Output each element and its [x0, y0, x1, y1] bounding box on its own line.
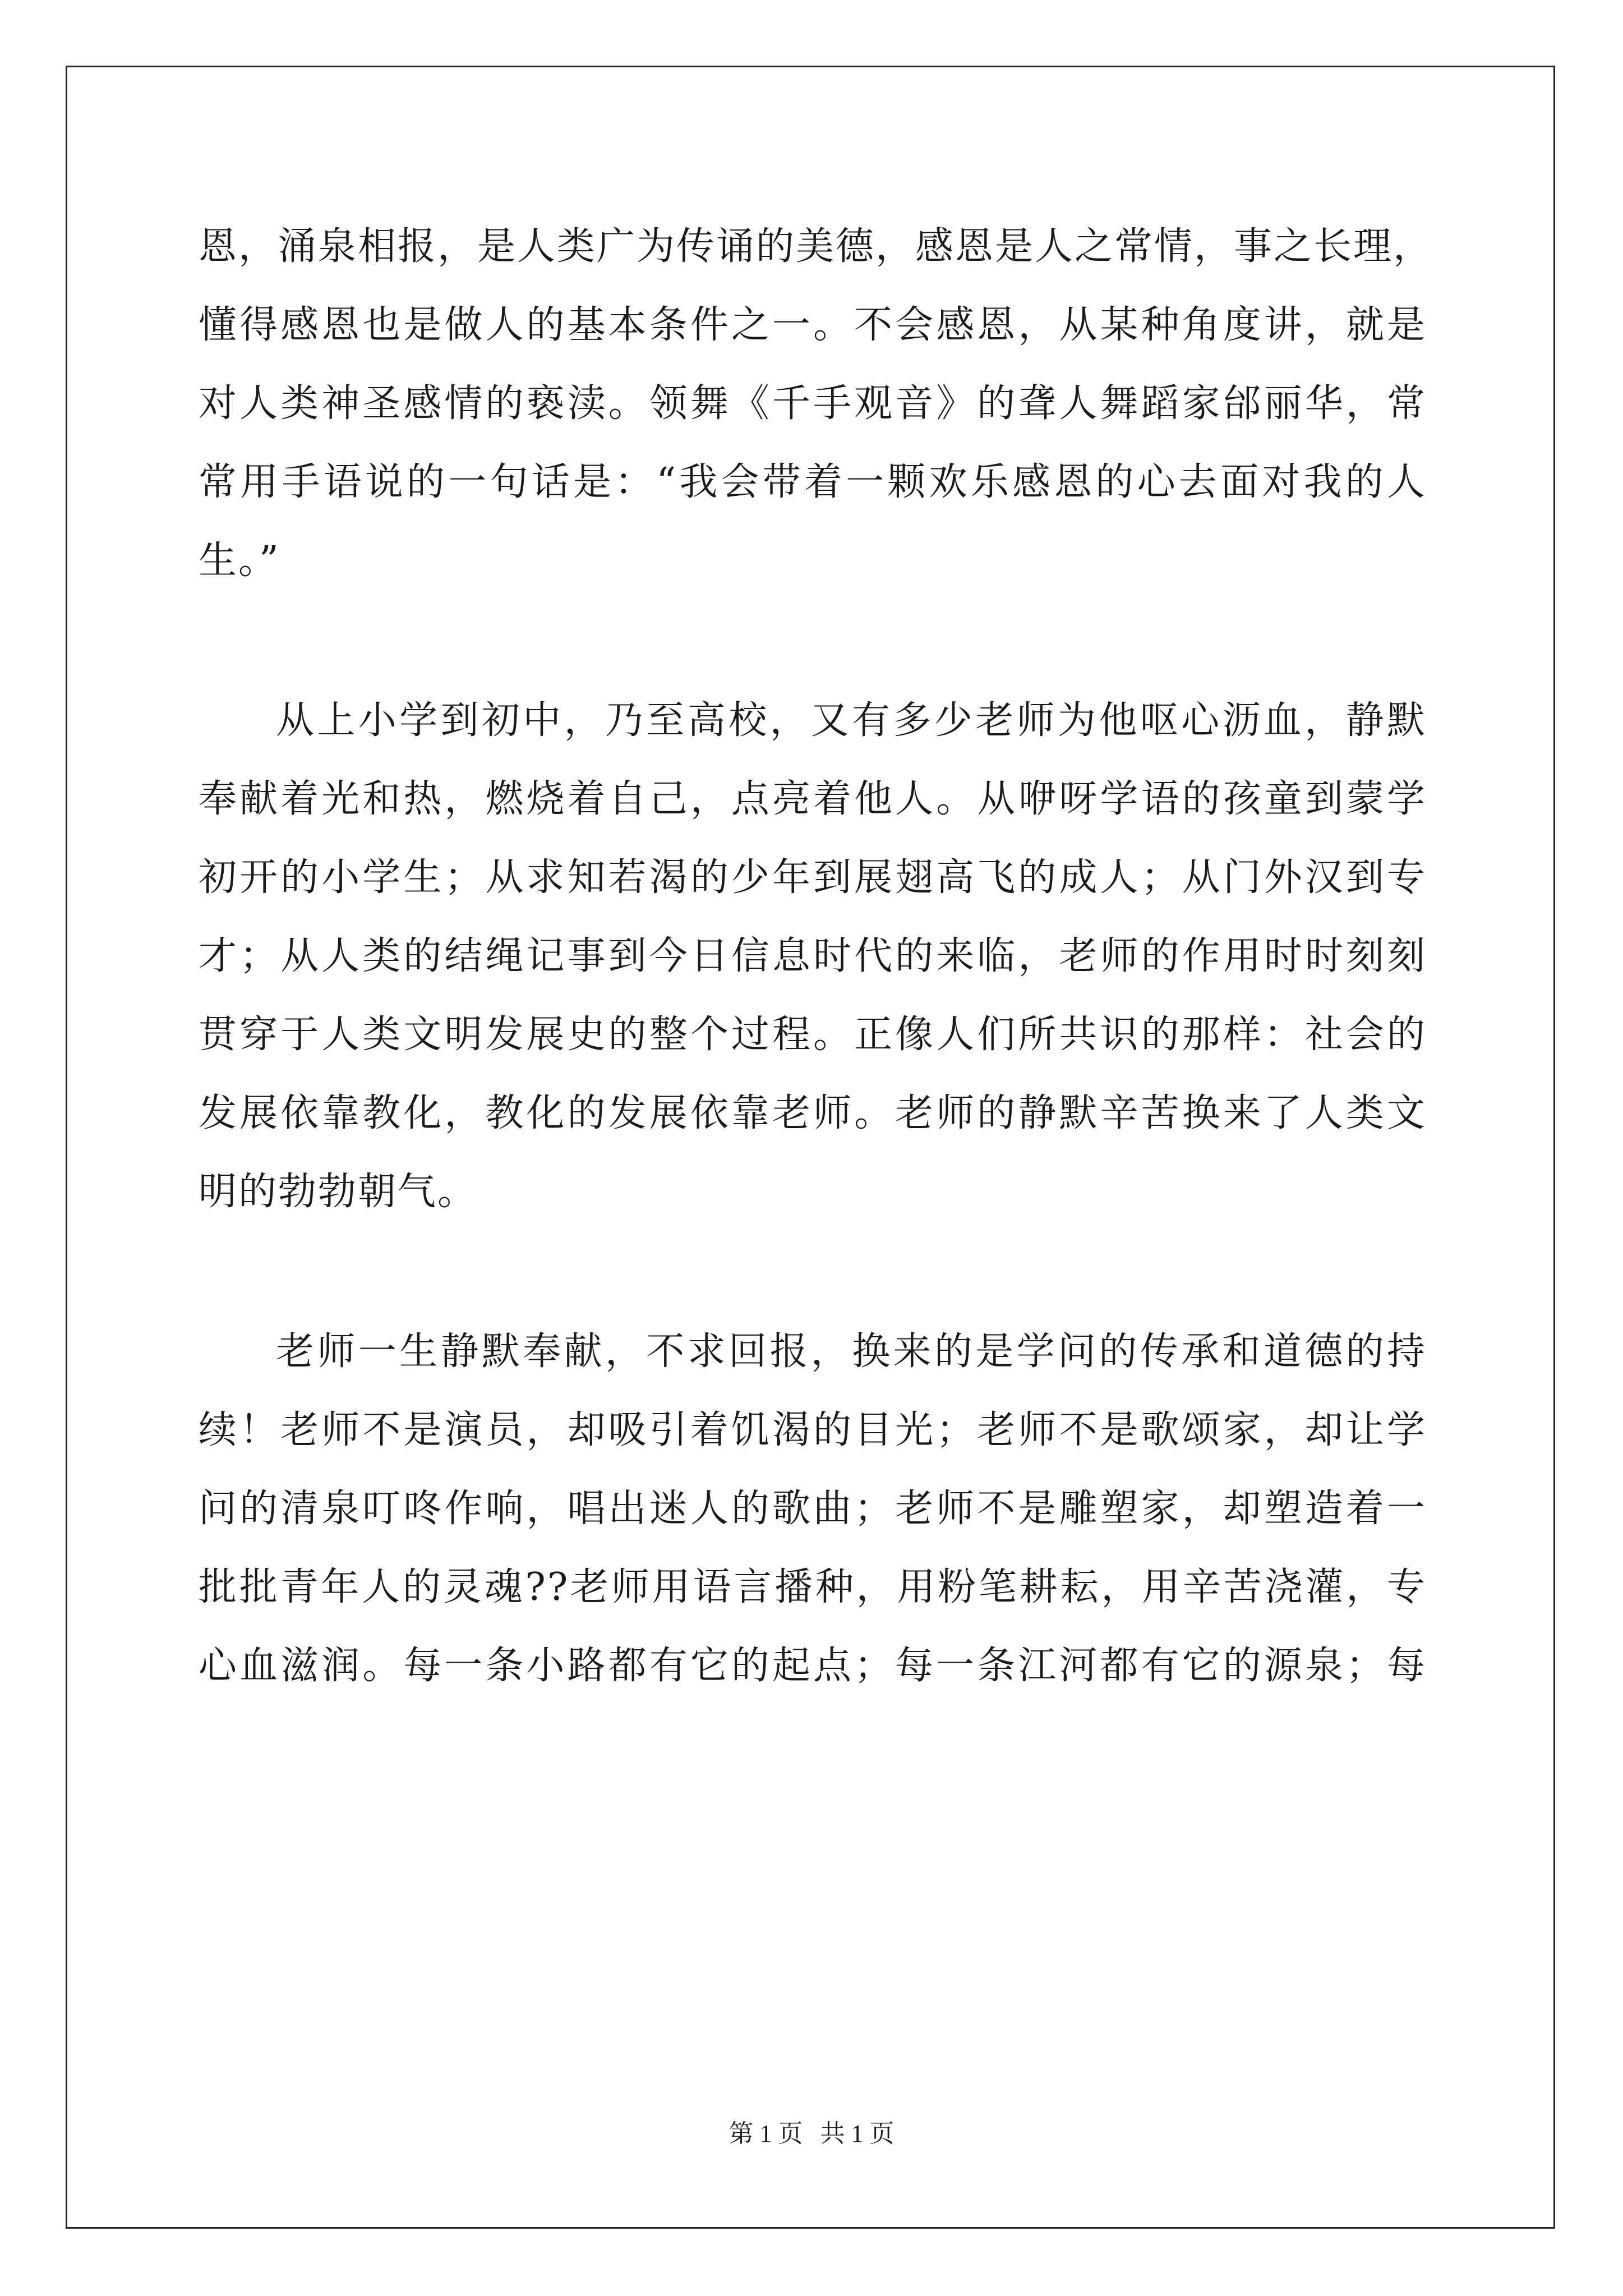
text-line: 心血滋润。每一条小路都有它的起点；每一条江河都有它的源泉；每	[199, 1644, 1427, 1688]
page-footer	[0, 2113, 1623, 2149]
document-body	[199, 208, 1433, 1705]
text-line: 生。”	[199, 539, 280, 583]
text-line: 才；从人类的结绳记事到今日信息时代的来临，老师的作用时时刻刻	[199, 934, 1427, 978]
text-line: 奉献着光和热，燃烧着自己，点亮着他人。从咿呀学语的孩童到蒙学	[199, 777, 1427, 821]
text-line: 初开的小学生；从求知若渴的少年到展翅高飞的成人；从门外汉到专	[199, 855, 1427, 900]
text-line: 懂得感恩也是做人的基本条件之一。不会感恩，从某种角度讲，就是	[199, 303, 1427, 347]
text-line: 明的勃勃朝气。	[199, 1170, 478, 1214]
text-line: 问的清泉叮咚作响，唱出迷人的歌曲；老师不是雕塑家，却塑造着一	[199, 1487, 1427, 1531]
text-line: 恩，涌泉相报，是人类广为传诵的美德，感恩是人之常情，事之长理，	[199, 224, 1433, 269]
text-line: 续！老师不是演员，却吸引着饥渴的目光；老师不是歌颂家，却让学	[199, 1408, 1427, 1452]
text-line: 批批青年人的灵魂??老师用语言播种，用粉笔耕耘，用辛苦浇灌，专	[199, 1565, 1427, 1609]
page-total: 共 1 页	[820, 2120, 895, 2147]
page-number: 第 1 页	[728, 2120, 803, 2147]
text-line: 发展依靠教化，教化的发展依靠老师。老师的静默辛苦换来了人类文	[199, 1091, 1427, 1135]
text-line: 贯穿于人类文明发展史的整个过程。正像人们所共识的那样：社会的	[199, 1013, 1427, 1057]
text-line: 老师一生静默奉献，不求回报，换来的是学问的传承和道德的持	[276, 1329, 1427, 1374]
paragraph-3	[199, 1313, 1427, 1705]
text-line: 从上小学到初中，乃至高校，又有多少老师为他呕心沥血，静默	[276, 698, 1427, 743]
paragraph-1	[199, 208, 1433, 600]
text-line: 对人类神圣感情的亵渎。领舞《千手观音》的聋人舞蹈家邰丽华，常	[199, 381, 1427, 426]
paragraph-2	[199, 682, 1427, 1231]
text-line: 常用手语说的一句话是：“我会带着一颗欢乐感恩的心去面对我的人	[199, 460, 1427, 504]
